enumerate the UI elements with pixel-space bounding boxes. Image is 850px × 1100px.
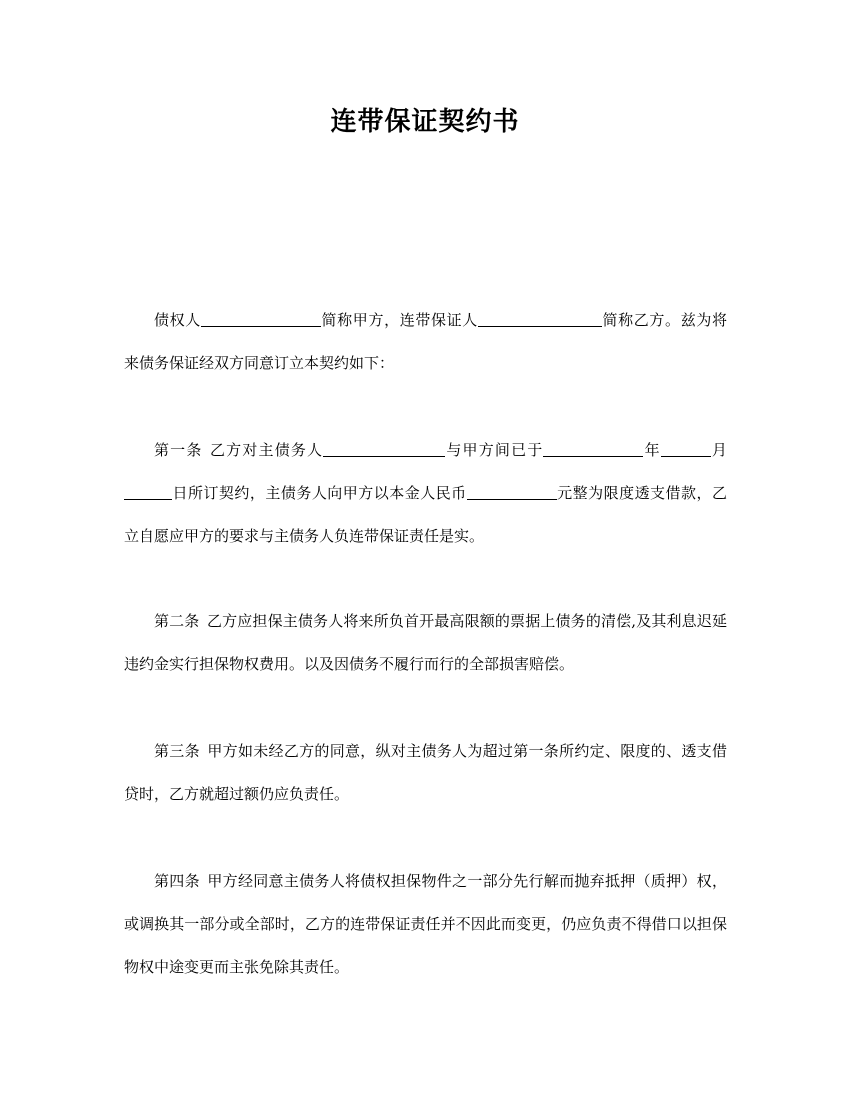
year-blank[interactable] [543, 440, 643, 457]
article-3-text: 甲方如未经乙方的同意，纵对主债务人为超过第一条所约定、限度的、透支借贷时，乙方就超过额仍应负责任。 [124, 742, 727, 803]
article-4-text: 甲方经同意主债务人将债权担保物件之一部分先行解而抛弃抵押（质押）权，或调换其一部分或全部时，乙方的连带保证责任并不因此而变更，仍应负责不得借口以担保物权中途变更而主张免除其责任。 [124, 872, 727, 976]
intro-text-2: 简称甲方，连带保证人 [320, 311, 478, 329]
article-1-text-5: 日所订契约，主债务人向甲方以本金人民币 [172, 484, 467, 502]
article-4-paragraph [124, 860, 727, 989]
article-1-text-6: 元整为限度透支借款，乙立自愿应甲方的要求与主债务人负连带保证责任是实。 [124, 484, 727, 545]
month-blank-a[interactable] [661, 440, 711, 457]
article-3-label: 第三条 [154, 742, 200, 760]
guarantor-blank[interactable] [478, 310, 602, 327]
article-2-paragraph [124, 600, 727, 686]
article-1-label: 第一条 [154, 441, 203, 459]
article-1-text-1: 乙方对主债务人 [210, 441, 324, 459]
article-1-text-4: 月 [710, 441, 727, 459]
article-2-text: 乙方应担保主债务人将来所负首开最高限额的票据上债务的清偿,及其利息迟延违约金实行担保物权费用。以及因债务不履行而行的全部损害赔偿。 [124, 612, 727, 673]
intro-text-3: 简称乙方。兹为将来债务保证经双方同意订立本契约如下： [124, 311, 727, 372]
intro-paragraph [124, 299, 727, 385]
article-2-label: 第二条 [154, 612, 200, 630]
article-1-paragraph [124, 429, 727, 558]
article-1-text-3: 年 [643, 441, 661, 459]
debtor-blank[interactable] [323, 440, 445, 457]
article-3-paragraph [124, 730, 727, 816]
intro-text-1: 债权人 [154, 311, 201, 329]
creditor-blank[interactable] [201, 310, 321, 327]
article-1-text-2: 与甲方间已于 [445, 441, 544, 459]
document-title: 连带保证契约书 [330, 107, 520, 137]
day-blank[interactable] [124, 483, 172, 500]
amount-blank[interactable] [467, 483, 557, 500]
article-4-label: 第四条 [154, 872, 200, 890]
